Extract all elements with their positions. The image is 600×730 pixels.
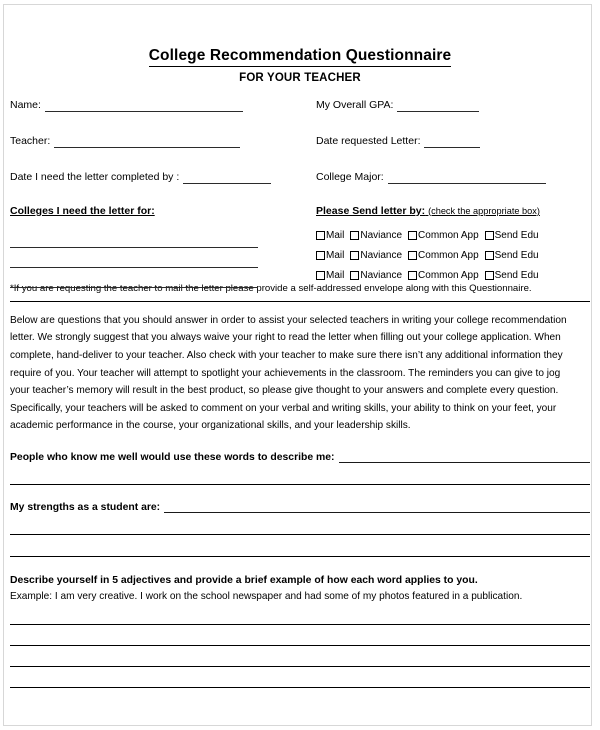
colleges-heading: Colleges I need the letter for: [10, 204, 155, 217]
checkbox-common-app-1[interactable] [408, 231, 417, 240]
send-by-heading-row [316, 205, 590, 217]
field-date-completed[interactable] [10, 170, 310, 184]
spacer-c [316, 112, 590, 134]
checkbox-label-naviance-1: Naviance [360, 230, 403, 242]
college-line-1[interactable] [10, 228, 258, 248]
checkbox-send-edu-2[interactable] [485, 251, 494, 260]
form-left-column [10, 98, 310, 288]
checkbox-item-mail-2[interactable] [316, 250, 350, 261]
adjectives-input-rule-3[interactable] [10, 646, 590, 667]
field-name[interactable] [10, 98, 310, 112]
adjectives-input-rule-4[interactable] [10, 667, 590, 688]
checkbox-label-mail-1: Mail [326, 230, 345, 242]
checkbox-mail-1[interactable] [316, 231, 325, 240]
checkbox-item-send-edu-3[interactable] [485, 270, 545, 281]
checkbox-item-naviance-3[interactable] [350, 270, 408, 281]
checkbox-item-send-edu-2[interactable] [485, 250, 545, 261]
teacher-input-rule[interactable] [54, 137, 240, 148]
date-requested-input-rule[interactable] [424, 137, 480, 148]
adjectives-input-rule-2[interactable] [10, 625, 590, 646]
page-content [10, 0, 590, 688]
adjectives-input-rule-1[interactable] [10, 604, 590, 625]
checkbox-label-common-app-2: Common App [418, 250, 479, 262]
field-college-major[interactable] [316, 170, 590, 184]
page-subtitle: FOR YOUR TEACHER [239, 71, 361, 84]
checkbox-label-send-edu-1: Send Edu [494, 230, 539, 242]
spacer-d [316, 148, 590, 170]
college-major-input-rule[interactable] [388, 173, 546, 184]
title-block [10, 0, 590, 67]
checkbox-label-mail-2: Mail [326, 250, 345, 262]
strengths-input-rule-2[interactable] [10, 513, 590, 535]
gpa-label: My Overall GPA: [316, 98, 394, 111]
form-right-column [316, 98, 590, 286]
checkbox-item-naviance-1[interactable] [350, 230, 408, 241]
send-method-checkbox-grid [316, 226, 590, 286]
checkbox-label-send-edu-2: Send Edu [494, 250, 539, 262]
college-line-3[interactable] [10, 268, 258, 288]
question-strengths-label: My strengths as a student are: [10, 501, 161, 513]
checkbox-item-send-edu-1[interactable] [485, 230, 545, 241]
describe-me-input-rule-1[interactable] [339, 452, 591, 463]
checkbox-mail-3[interactable] [316, 271, 325, 280]
form-fields-region [10, 98, 590, 282]
checkbox-naviance-1[interactable] [350, 231, 359, 240]
checkbox-label-common-app-1: Common App [418, 230, 479, 242]
college-line-2[interactable] [10, 248, 258, 268]
checkbox-item-common-app-2[interactable] [408, 250, 485, 261]
question-adjectives-example: Example: I am very creative. I work on the school newspaper and had some of my photos featured in a publication. [10, 590, 523, 602]
section-divider [10, 301, 590, 302]
page-title: College Recommendation Questionnaire [149, 47, 451, 67]
send-by-hint: (check the appropriate box) [428, 205, 540, 216]
spacer-b [10, 148, 310, 170]
checkbox-row-2 [316, 246, 590, 266]
question-adjectives-heading: Describe yourself in 5 adjectives and provide a brief example of how each word applies to you. [10, 574, 478, 586]
name-label: Name: [10, 98, 41, 111]
checkbox-row-1 [316, 226, 590, 246]
colleges-lines-group [10, 228, 310, 288]
college-major-label: College Major: [316, 170, 384, 183]
instructions-paragraph: Below are questions that you should answer in order to assist your selected teachers in writing your college recommendation letter. We strongly suggest that you always waive your right to read the letter when filling out your college application. When complete, hand-deliver to your teacher. Also check with your teacher to make sure there isn’t any additional information they require of you. Your teacher will attempt to spotlight your achievements in the classroom. The reminders you can give to jog your teacher’s memory will result in the best product, so please give thought to your answers and complete every question. Specifically, your teachers will be asked to comment on your verbal and writing skills, your ability to think on your feet, your academic performance in the course, your organizational skills, and your leadership skills. [10, 314, 567, 432]
name-input-rule[interactable] [45, 101, 243, 112]
date-completed-label: Date I need the letter completed by : [10, 170, 180, 183]
checkbox-send-edu-3[interactable] [485, 271, 494, 280]
spacer-a [10, 112, 310, 134]
question-describe-me[interactable] [10, 452, 590, 463]
checkbox-mail-2[interactable] [316, 251, 325, 260]
checkbox-item-mail-3[interactable] [316, 270, 350, 281]
checkbox-label-send-edu-3: Send Edu [494, 270, 539, 282]
checkbox-row-3 [316, 266, 590, 286]
checkbox-send-edu-1[interactable] [485, 231, 494, 240]
date-requested-label: Date requested Letter: [316, 134, 421, 147]
checkbox-item-common-app-1[interactable] [408, 230, 485, 241]
mail-envelope-note: *If you are requesting the teacher to mail the letter please provide a self-addressed envelope along with this Questionnaire. [10, 282, 532, 294]
field-gpa[interactable] [316, 98, 590, 112]
checkbox-common-app-2[interactable] [408, 251, 417, 260]
strengths-input-rule-1[interactable] [164, 502, 590, 513]
teacher-label: Teacher: [10, 134, 51, 147]
strengths-input-rule-3[interactable] [10, 535, 590, 557]
question-describe-me-label: People who know me well would use these words to describe me: [10, 451, 335, 463]
checkbox-naviance-3[interactable] [350, 271, 359, 280]
checkbox-label-naviance-3: Naviance [360, 270, 403, 282]
checkbox-naviance-2[interactable] [350, 251, 359, 260]
gpa-input-rule[interactable] [397, 101, 479, 112]
checkbox-item-mail-1[interactable] [316, 230, 350, 241]
checkbox-label-naviance-2: Naviance [360, 250, 403, 262]
checkbox-common-app-3[interactable] [408, 271, 417, 280]
checkbox-label-common-app-3: Common App [418, 270, 479, 282]
describe-me-input-rule-2[interactable] [10, 463, 590, 485]
send-by-heading: Please Send letter by: [316, 204, 426, 217]
field-date-requested[interactable] [316, 134, 590, 148]
date-completed-input-rule[interactable] [183, 173, 271, 184]
field-teacher[interactable] [10, 134, 310, 148]
checkbox-label-mail-3: Mail [326, 270, 345, 282]
checkbox-item-common-app-3[interactable] [408, 270, 485, 281]
checkbox-item-naviance-2[interactable] [350, 250, 408, 261]
question-strengths[interactable] [10, 502, 590, 513]
